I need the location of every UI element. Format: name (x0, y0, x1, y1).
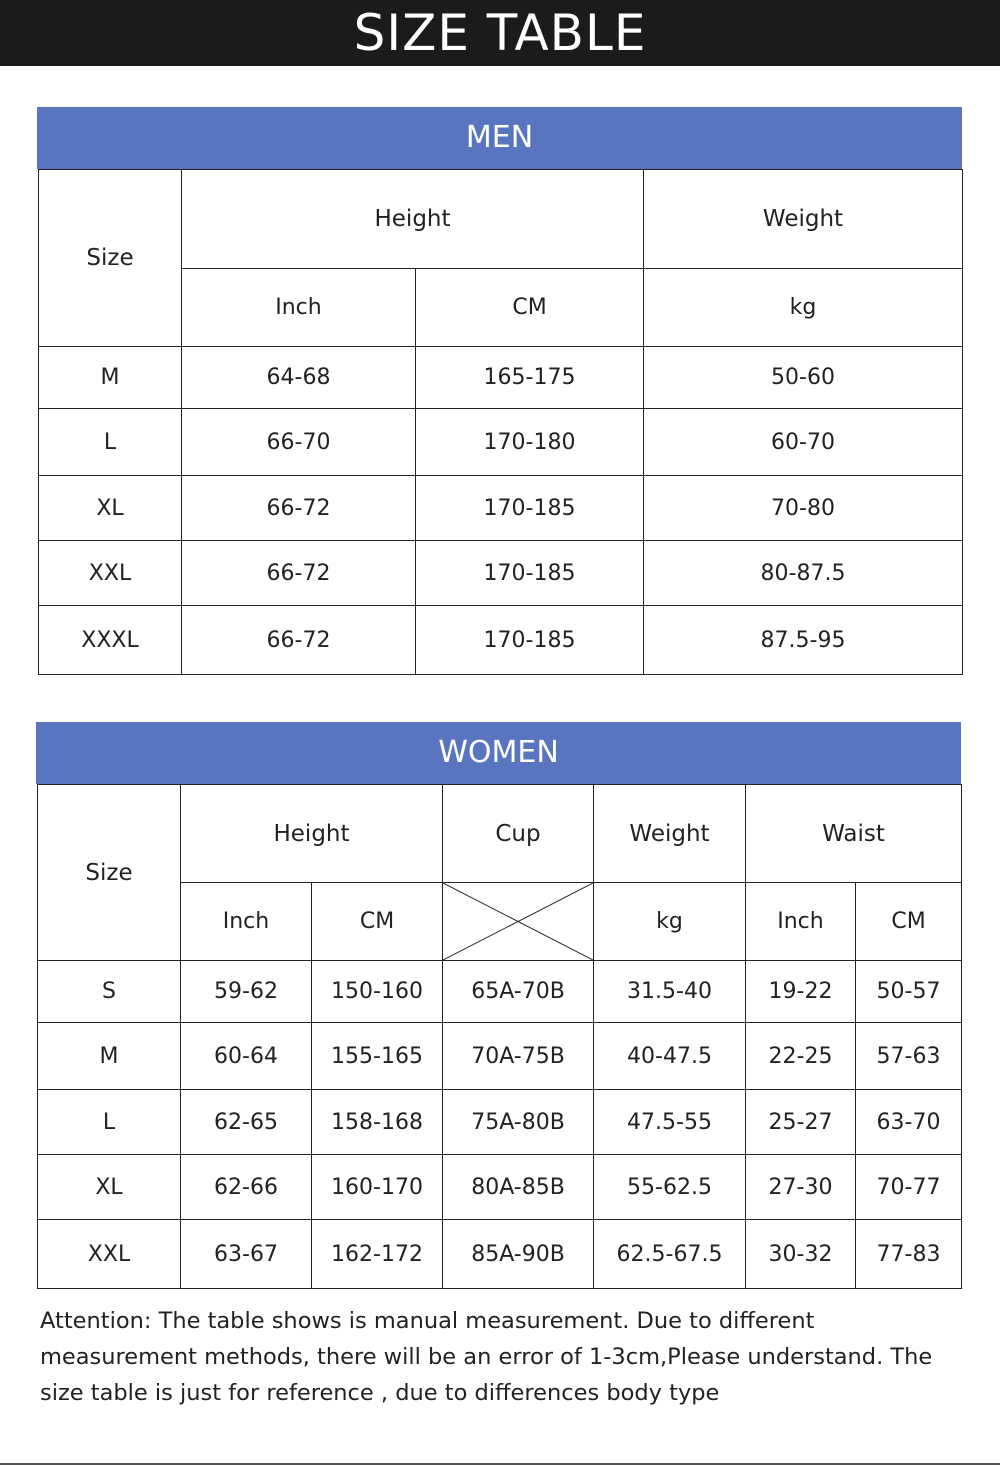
kg-cell: 47.5-55 (594, 1090, 746, 1155)
waist-inch-cell: 27-30 (746, 1155, 856, 1220)
women-cup-header: Cup (443, 785, 594, 883)
cross-mark (443, 883, 593, 960)
women-weight-header: Weight (594, 785, 746, 883)
women-waist-inch-subheader: Inch (746, 883, 856, 961)
inch-cell: 60-64 (181, 1023, 312, 1090)
waist-cm-cell: 50-57 (856, 961, 962, 1023)
size-cell: XL (38, 1155, 181, 1220)
waist-cm-cell: 57-63 (856, 1023, 962, 1090)
kg-cell: 31.5-40 (594, 961, 746, 1023)
inch-cell: 62-66 (181, 1155, 312, 1220)
cm-cell: 150-160 (312, 961, 443, 1023)
inch-cell: 66-70 (182, 409, 416, 476)
kg-cell: 60-70 (644, 409, 963, 476)
men-size-table (38, 169, 963, 675)
cup-cell: 85A-90B (443, 1220, 594, 1289)
waist-cm-cell: 70-77 (856, 1155, 962, 1220)
kg-cell: 55-62.5 (594, 1155, 746, 1220)
inch-cell: 64-68 (182, 347, 416, 409)
table-row (39, 409, 963, 476)
cup-cell: 70A-75B (443, 1023, 594, 1090)
waist-inch-cell: 22-25 (746, 1023, 856, 1090)
inch-cell: 66-72 (182, 606, 416, 675)
cup-cell: 80A-85B (443, 1155, 594, 1220)
size-cell: M (38, 1023, 181, 1090)
attention-text: : The table shows is manual measurement. Due to different measurement methods, there will be an error of 1-3cm,Please understand. The size table is just for reference , due to differences body type (40, 1308, 933, 1406)
waist-inch-cell: 25-27 (746, 1090, 856, 1155)
women-waist-header: Waist (746, 785, 962, 883)
cm-cell: 162-172 (312, 1220, 443, 1289)
men-kg-subheader: kg (644, 269, 963, 347)
cm-cell: 170-185 (416, 541, 644, 606)
page-title: SIZE TABLE (0, 0, 1000, 66)
women-size-header: Size (38, 785, 181, 961)
cm-cell: 155-165 (312, 1023, 443, 1090)
table-row (39, 476, 963, 541)
bottom-divider (0, 1463, 1000, 1465)
men-cm-subheader: CM (416, 269, 644, 347)
cm-cell: 158-168 (312, 1090, 443, 1155)
women-cm-subheader: CM (312, 883, 443, 961)
inch-cell: 63-67 (181, 1220, 312, 1289)
women-waist-cm-subheader: CM (856, 883, 962, 961)
waist-cm-cell: 63-70 (856, 1090, 962, 1155)
size-cell: XL (39, 476, 182, 541)
table-row (38, 1155, 962, 1220)
inch-cell: 66-72 (182, 541, 416, 606)
size-cell: M (39, 347, 182, 409)
waist-inch-cell: 30-32 (746, 1220, 856, 1289)
size-cell: L (38, 1090, 181, 1155)
cup-cell: 75A-80B (443, 1090, 594, 1155)
table-row (38, 1220, 962, 1289)
table-row (39, 606, 963, 675)
size-cell: S (38, 961, 181, 1023)
kg-cell: 40-47.5 (594, 1023, 746, 1090)
cm-cell: 170-180 (416, 409, 644, 476)
size-cell: L (39, 409, 182, 476)
cup-empty-crossed-cell (443, 883, 594, 961)
table-row (39, 541, 963, 606)
table-row (38, 1090, 962, 1155)
table-row (39, 347, 963, 409)
kg-cell: 50-60 (644, 347, 963, 409)
kg-cell: 62.5-67.5 (594, 1220, 746, 1289)
table-row (38, 1023, 962, 1090)
inch-cell: 66-72 (182, 476, 416, 541)
women-kg-subheader: kg (594, 883, 746, 961)
women-section-header: WOMEN (36, 722, 961, 784)
size-cell: XXL (39, 541, 182, 606)
cm-cell: 170-185 (416, 476, 644, 541)
attention-label: Attention (40, 1308, 144, 1334)
men-inch-subheader: Inch (182, 269, 416, 347)
kg-cell: 80-87.5 (644, 541, 963, 606)
cm-cell: 160-170 (312, 1155, 443, 1220)
inch-cell: 59-62 (181, 961, 312, 1023)
table-row (38, 961, 962, 1023)
men-height-header: Height (182, 170, 644, 269)
waist-inch-cell: 19-22 (746, 961, 856, 1023)
kg-cell: 70-80 (644, 476, 963, 541)
cm-cell: 165-175 (416, 347, 644, 409)
women-height-header: Height (181, 785, 443, 883)
size-cell: XXXL (39, 606, 182, 675)
men-section-header: MEN (37, 107, 962, 169)
women-size-table (37, 784, 962, 1289)
cm-cell: 170-185 (416, 606, 644, 675)
men-size-header: Size (39, 170, 182, 347)
attention-note (40, 1303, 970, 1411)
cup-cell: 65A-70B (443, 961, 594, 1023)
kg-cell: 87.5-95 (644, 606, 963, 675)
inch-cell: 62-65 (181, 1090, 312, 1155)
men-weight-header: Weight (644, 170, 963, 269)
size-cell: XXL (38, 1220, 181, 1289)
women-inch-subheader: Inch (181, 883, 312, 961)
waist-cm-cell: 77-83 (856, 1220, 962, 1289)
